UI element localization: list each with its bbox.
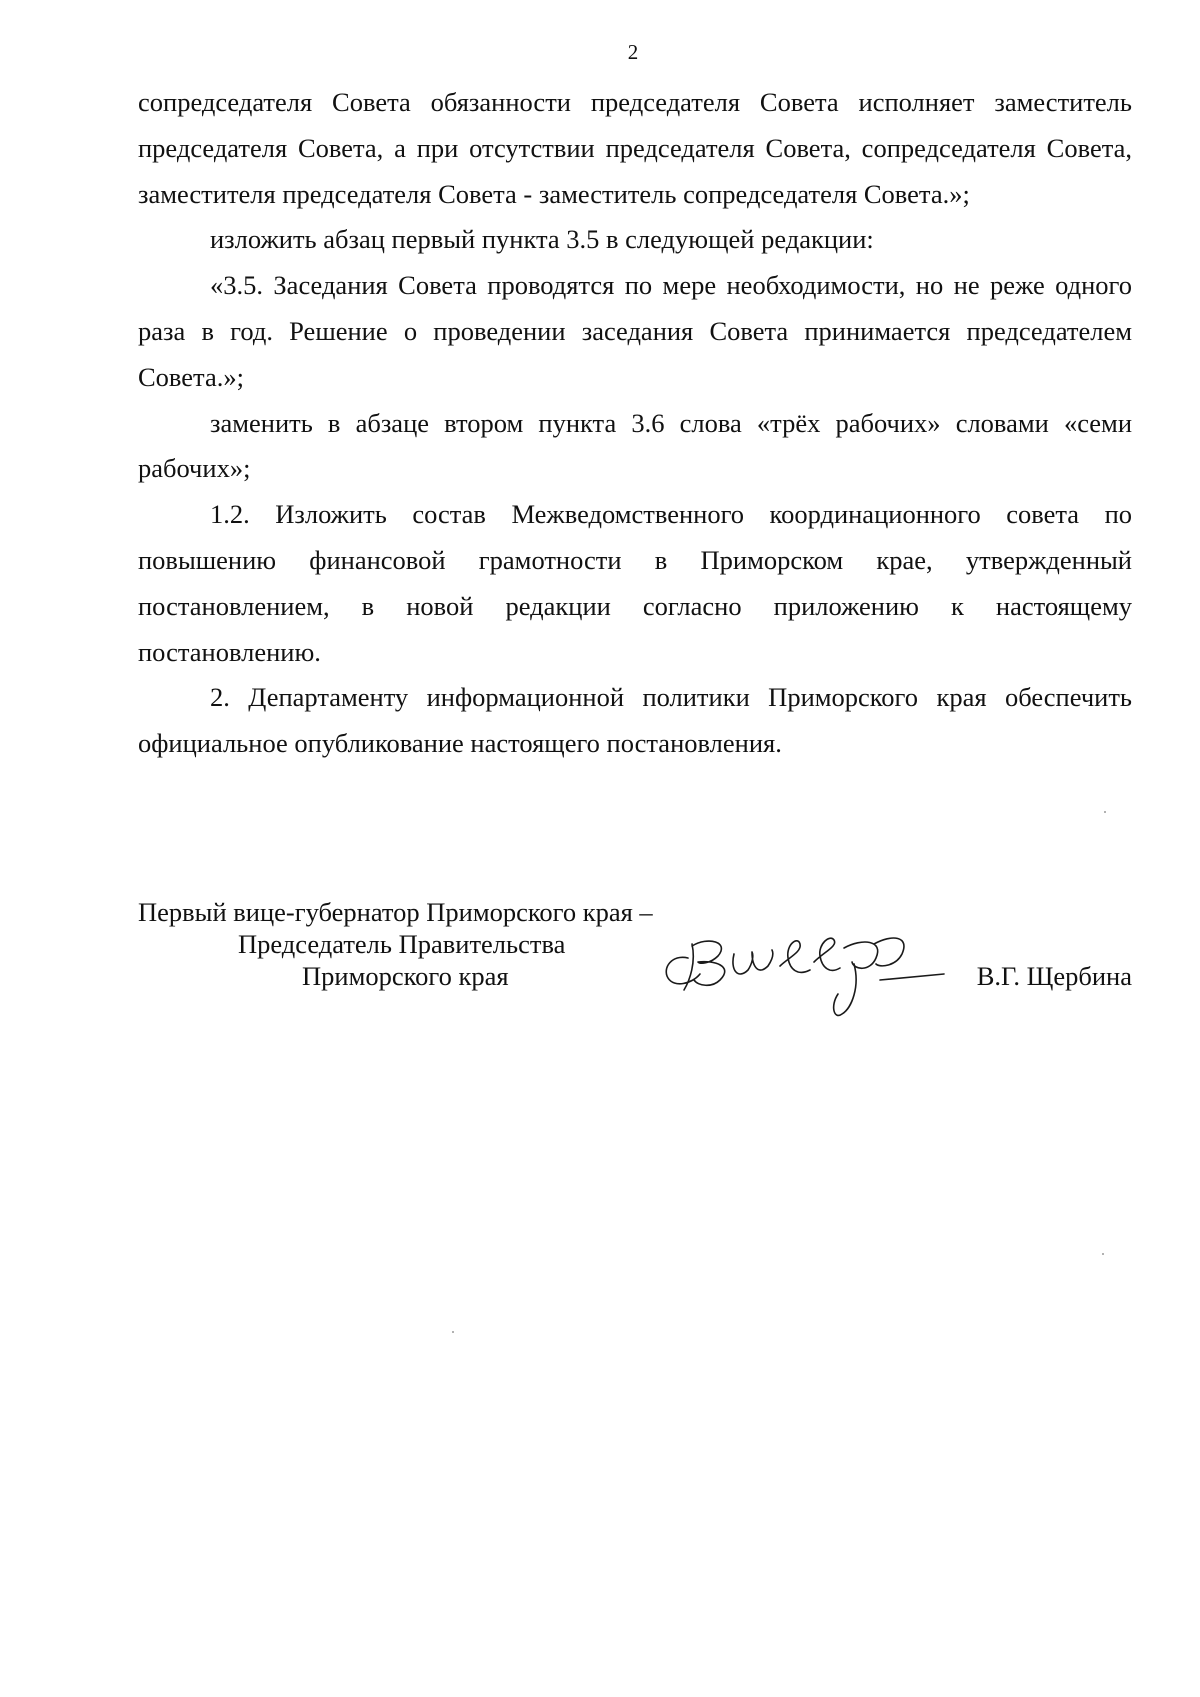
paragraph-1-2: 1.2. Изложить состав Межведомственного координационного совета по повышению финансовой грамотности в Приморском крае, утвержденный постановлением, в новой редакции согласно приложению к настоящему постановлению. (138, 499, 1132, 667)
signer-position-line2: Председатель Правительства (238, 929, 566, 959)
handwritten-signature (648, 914, 948, 1022)
paragraph-2: 2. Департаменту информационной политики Приморского края обеспечить официальное опубликование настоящего постановления. (138, 682, 1132, 759)
signature-block (138, 896, 1132, 1046)
paragraph-3-5-text: «3.5. Заседания Совета проводятся по мере необходимости, но не реже одного раза в год. Решение о проведении заседания Совета принимается председателем Совета.»; (138, 270, 1132, 392)
scan-speck (1102, 1253, 1104, 1255)
paragraph-continuation: сопредседателя Совета обязанности председателя Совета исполняет заместитель председателя Совета, а при отсутствии председателя Совета, сопредседателя Совета, заместителя председателя Совета - заместитель сопредседателя Совета.»; (138, 87, 1132, 209)
scan-speck (1104, 811, 1106, 813)
signer-position-line3: Приморского края (302, 961, 509, 991)
paragraph-amend-3-5-intro: изложить абзац первый пункта 3.5 в следующей редакции: (210, 224, 874, 255)
signer-position-line1: Первый вице-губернатор Приморского края – (138, 897, 653, 927)
signer-name: В.Г. Щербина (976, 961, 1132, 991)
document-body (138, 80, 1132, 767)
page-number: 2 (627, 40, 639, 64)
scan-speck (452, 1331, 454, 1333)
paragraph-amend-3-6: заменить в абзаце втором пункта 3.6 слова «трёх рабочих» словами «семи рабочих»; (138, 407, 1132, 484)
